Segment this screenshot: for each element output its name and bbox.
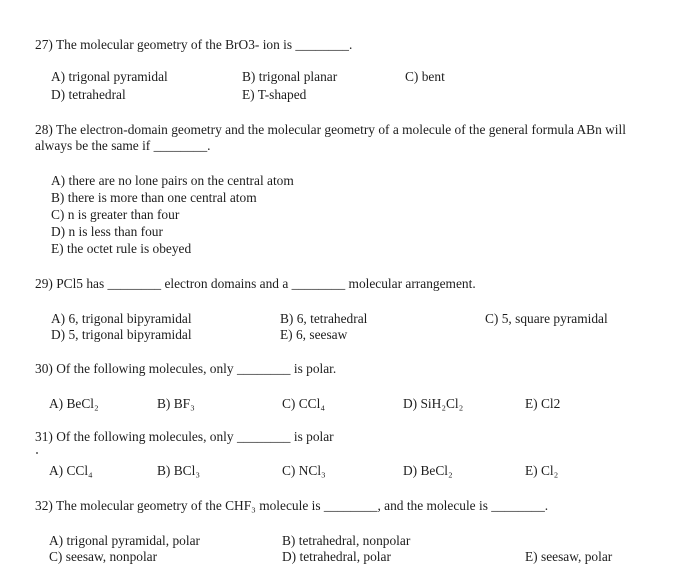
q27-option-a: A) trigonal pyramidal [51, 69, 168, 84]
q29-option-a: A) 6, trigonal bipyramidal [51, 311, 192, 326]
q31-option-e: E) Cl₂ [525, 463, 559, 478]
q28-stem-line2: always be the same if ________. [35, 138, 211, 153]
q30-option-b: B) BF₃ [157, 396, 195, 411]
q30-option-d: D) SiH₂Cl₂ [403, 396, 464, 411]
q28-stem-line1: 28) The electron-domain geometry and the molecular geometry of a molecule of the general formula ABn will [35, 122, 626, 137]
q28-option-a: A) there are no lone pairs on the central atom [51, 173, 294, 188]
q31-option-d: D) BeCl₂ [403, 463, 453, 478]
q27-option-d: D) tetrahedral [51, 87, 126, 102]
q31-option-a: A) CCl₄ [49, 463, 93, 478]
q30-option-c: C) CCl₄ [282, 396, 325, 411]
q29-option-c: C) 5, square pyramidal [485, 311, 608, 326]
q31-stem: 31) Of the following molecules, only ________ is polar [35, 429, 334, 444]
q30-option-a: A) BeCl₂ [49, 396, 99, 411]
q28-option-d: D) n is less than four [51, 224, 163, 239]
q27-option-b: B) trigonal planar [242, 69, 338, 84]
q27-stem: 27) The molecular geometry of the BrO3- ion is ________. [35, 37, 353, 52]
q31-option-b: B) BCl₃ [157, 463, 200, 478]
stray-dot-mark [36, 452, 38, 454]
q30-stem: 30) Of the following molecules, only ________ is polar. [35, 361, 337, 376]
q32-option-e: E) seesaw, polar [525, 549, 613, 564]
q29-option-d: D) 5, trigonal bipyramidal [51, 327, 192, 342]
q32-option-b: B) tetrahedral, nonpolar [282, 533, 411, 548]
q29-option-b: B) 6, tetrahedral [280, 311, 368, 326]
q27-option-c: C) bent [405, 69, 445, 84]
q29-option-e: E) 6, seesaw [280, 327, 348, 342]
q28-option-b: B) there is more than one central atom [51, 190, 257, 205]
q31-option-c: C) NCl₃ [282, 463, 326, 478]
q27-option-e: E) T-shaped [242, 87, 307, 102]
q32-stem: 32) The molecular geometry of the CHF₃ molecule is ________, and the molecule is ________. [35, 498, 549, 513]
q28-option-e: E) the octet rule is obeyed [51, 241, 192, 256]
q32-option-d: D) tetrahedral, polar [282, 549, 391, 564]
q32-option-a: A) trigonal pyramidal, polar [49, 533, 200, 548]
q28-option-c: C) n is greater than four [51, 207, 180, 222]
q30-option-e: E) Cl2 [525, 396, 561, 411]
q32-option-c: C) seesaw, nonpolar [49, 549, 158, 564]
q29-stem: 29) PCl5 has ________ electron domains and a ________ molecular arrangement. [35, 276, 476, 291]
